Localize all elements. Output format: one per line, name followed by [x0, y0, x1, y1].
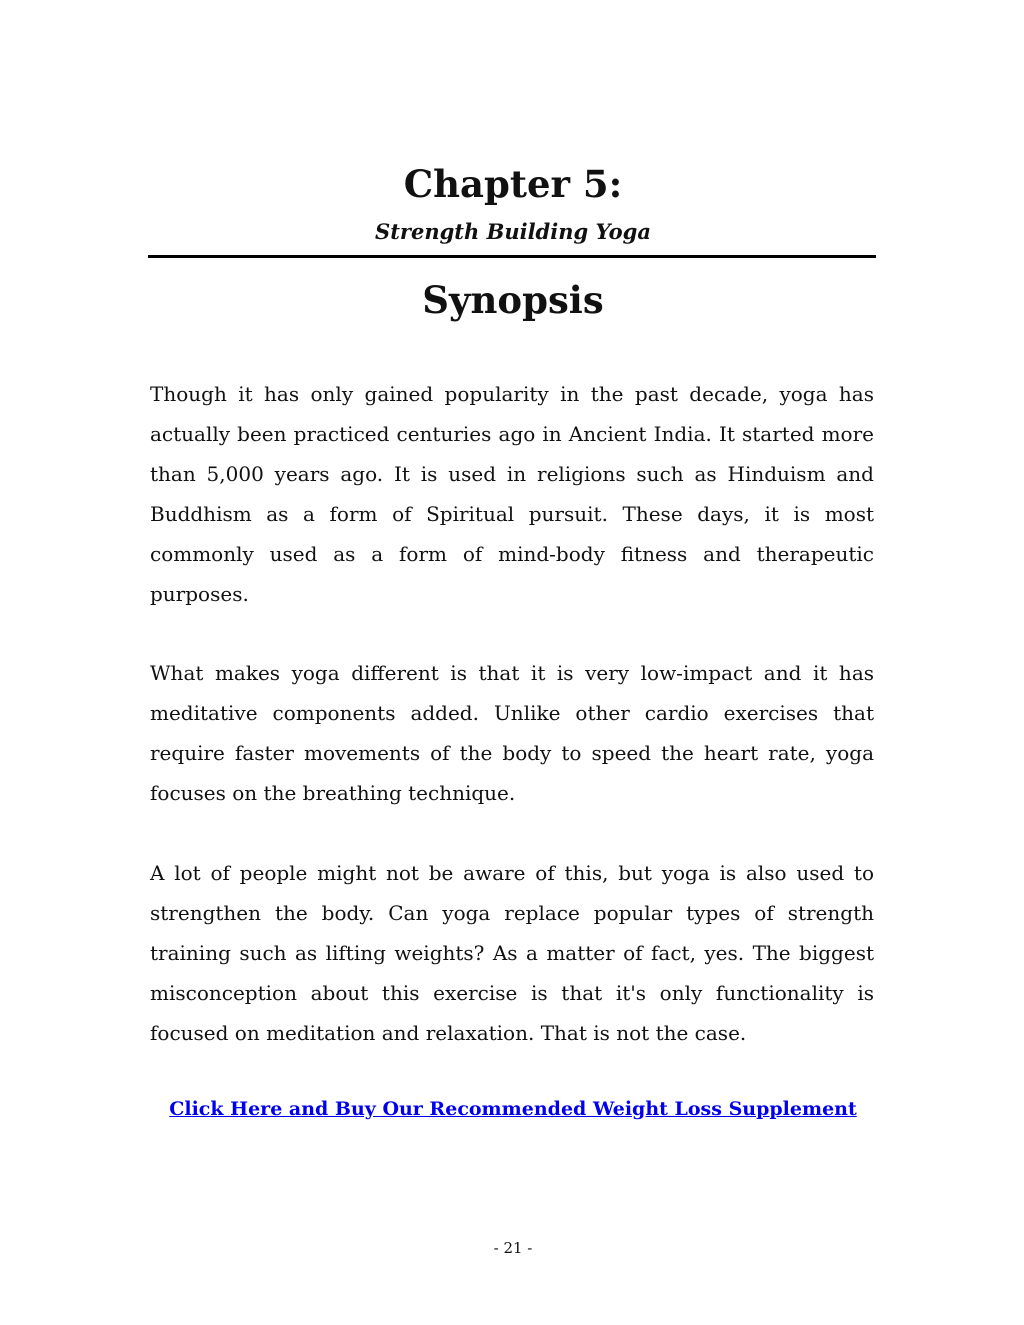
- body-paragraph-3: A lot of people might not be aware of this, but yoga is also used to strengthen the body. Can yoga replace popular types of strength training such as lifting weights? As a matter of fact, yes. The biggest misconception about this exercise is that it's only functionality is focused on meditation and relaxation. That is not the case.: [150, 861, 874, 1045]
- chapter-title: Chapter 5:: [403, 162, 623, 206]
- section-heading: Synopsis: [422, 278, 604, 322]
- page-number: - 21 -: [493, 1239, 533, 1257]
- heading-divider: [148, 255, 876, 258]
- body-paragraph-2: What makes yoga different is that it is very low-impact and it has meditative components added. Unlike other cardio exercises that require faster movements of the body to speed the heart rate, yoga focuses on the breathing technique.: [150, 661, 874, 805]
- chapter-subtitle: Strength Building Yoga: [375, 219, 651, 244]
- document-page: [150, 0, 876, 1325]
- promo-link[interactable]: Click Here and Buy Our Recommended Weight Loss Supplement: [169, 1098, 857, 1120]
- body-paragraph-1: Though it has only gained popularity in the past decade, yoga has actually been practiced centuries ago in Ancient India. It started more than 5,000 years ago. It is used in religions such as Hinduism and Buddhism as a form of Spiritual pursuit. These days, it is most commonly used as a form of mind-body fitness and therapeutic purposes.: [150, 382, 874, 606]
